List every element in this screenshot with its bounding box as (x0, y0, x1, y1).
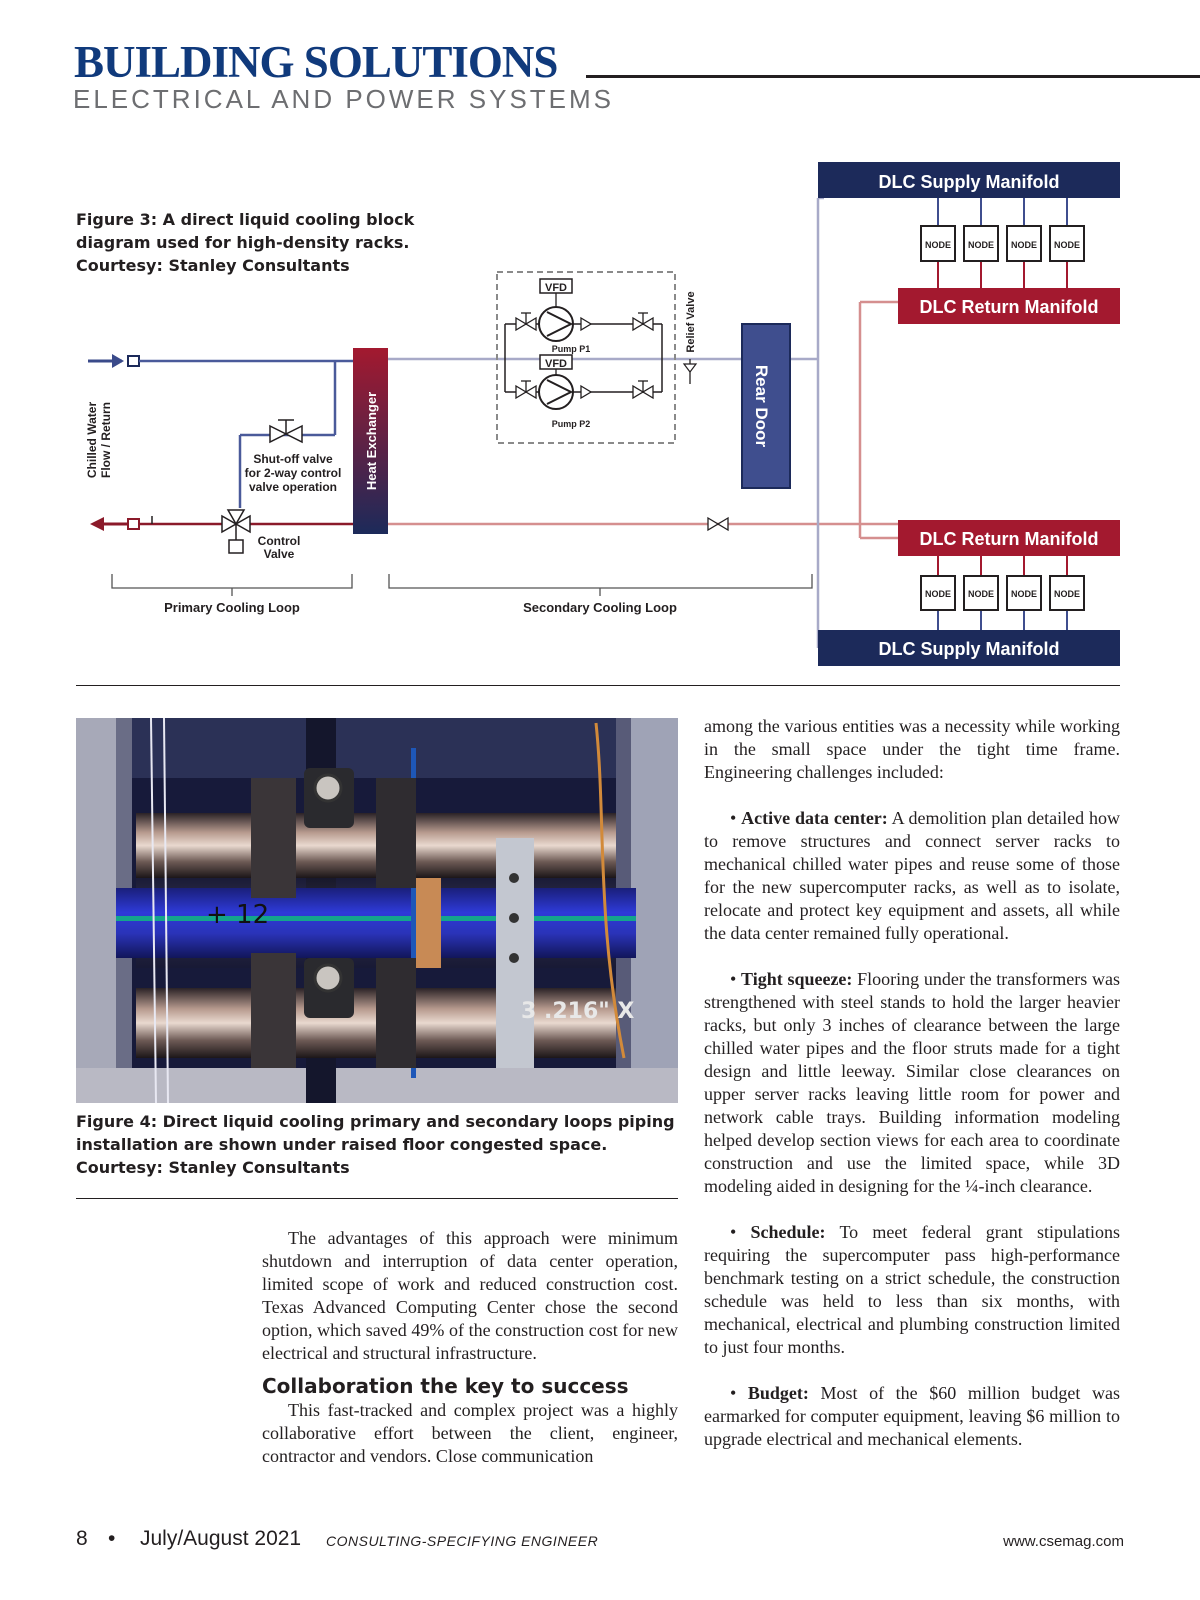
node-label: NODE (967, 240, 995, 250)
heat-exchanger-label: Heat Exchanger (364, 391, 379, 491)
chilled-water-label-2: Flow / Return (99, 402, 113, 478)
issue-date: July/August 2021 (140, 1527, 302, 1550)
bullet-tight-squeeze: • Tight squeeze: Flooring under the transformers was strengthened with steel stands to hold the larger heavier racks, but only 3 inches of clearance between the large chilled water pipes and the floor struts made for a tight design and little leeway. Similar close clearances on upper server racks leaving little room for power and network cable trays. Building information modeling helped develop section views for each area to coordinate construction and use the limited space, while 3D modeling aided in designing for the ¼-inch clearance. (704, 969, 1120, 1196)
bullet-title: Schedule: (750, 1222, 826, 1242)
bullet-text: Most of the $60 million budget was earmarked for computer equipment, leaving $6 million to upgrade electrical and mechanical elements. (704, 1383, 1120, 1449)
supply-manifold-bottom-label: DLC Supply Manifold (878, 639, 1060, 659)
relief-valve-icon (684, 359, 696, 384)
bullet-title: Budget: (747, 1383, 809, 1403)
paragraph-collaboration: This fast-tracked and complex project was a highly collaborative effort between the client, engineer, contractor and vendors. Close communication (262, 1400, 678, 1466)
figure-4-photo (76, 718, 678, 1103)
node-label: NODE (1010, 589, 1038, 599)
figure-4-caption: Figure 4: Direct liquid cooling primary and secondary loops piping installation are shown under raised floor congested space. Courtesy: Stanley Consultants (76, 1112, 675, 1177)
pump-skid-box (497, 272, 675, 443)
footer-separator: • (108, 1527, 116, 1550)
primary-loop-label: Primary Cooling Loop (164, 600, 300, 615)
bullet-text: To meet federal grant stipulations requiring the supercomputer pass high-performance benchmark testing on a strict schedule, the construction schedule was held to less than six months, with mechanical, electrical and plumbing construction limited to just four months. (704, 1222, 1120, 1357)
return-manifold-top-label: DLC Return Manifold (919, 297, 1099, 317)
chilled-water-label-1: Chilled Water (85, 401, 99, 479)
secondary-loop-label: Secondary Cooling Loop (523, 600, 677, 615)
pump-p1-icon (539, 307, 573, 341)
figure-3-caption: Figure 3: A direct liquid cooling block diagram used for high-density racks. Courtesy: Stanley Consultants (76, 210, 415, 275)
bullet-title: Tight squeeze: (741, 969, 853, 989)
bullet-text: A demolition plan detailed how to remove structures and connect server racks to mechanical chilled water pipes and reuse some of those for the new supercomputer racks, as well as to isolate, relocate and protect key equipment and assets, all while the data center remained fully operational. (704, 808, 1121, 943)
bullet-active-data-center: • Active data center: A demolition plan detailed how to remove structures and connect server racks to mechanical chilled water pipes and reuse some of those for the new supercomputer racks, as well as to isolate, relocate and protect key equipment and assets, all while the data center remained fully operational. (704, 808, 1121, 943)
paragraph-advantages: The advantages of this approach were minimum shutdown and interruption of data center operation, limited scope of work and reduced construction cost. Texas Advanced Computing Center chose the second option, which saved 49% of the construction cost for new electrical and structural infrastructure. (262, 1228, 678, 1363)
figure-3-rule (76, 685, 1120, 686)
page-number: 8 (76, 1527, 88, 1550)
magazine-name: CONSULTING-SPECIFYING ENGINEER (326, 1533, 599, 1549)
section-subtitle: ELECTRICAL AND POWER SYSTEMS (73, 84, 615, 114)
vfd-label-2: VFD (545, 358, 567, 370)
figure-4-rule (76, 1198, 678, 1199)
node-label: NODE (1010, 240, 1038, 250)
control-valve-label-2: Valve (263, 547, 295, 561)
bottom-node-connectors (938, 556, 1067, 630)
pump-p2-icon (539, 375, 573, 409)
shutoff-valve-icon (270, 420, 302, 442)
pump-p2-label: Pump P2 (551, 419, 591, 429)
control-valve-label-1: Control (257, 534, 301, 548)
pump-p1-label: Pump P1 (551, 344, 591, 354)
left-column (262, 1227, 678, 1468)
relief-valve-label: Relief Valve (685, 291, 697, 353)
supply-manifold-top-label: DLC Supply Manifold (878, 172, 1060, 192)
node-label: NODE (1053, 589, 1081, 599)
top-node-connectors (938, 198, 1067, 288)
bullet-title: Active data center: (741, 808, 888, 828)
bullet-schedule: • Schedule: To meet federal grant stipulations requiring the supercomputer pass high-performance benchmark testing on a strict schedule, the construction schedule was held to less than six months, with mechanical, electrical and plumbing construction limited to just four months. (704, 1222, 1120, 1357)
pump-p2-branch (505, 381, 662, 398)
node-label: NODE (924, 589, 952, 599)
bullet-text: Flooring under the transformers was strengthened with steel stands to hold the larger heavier racks, but only 3 inches of clearance between the large chilled water pipes and the floor struts made for a tight design and little leeway. Similar close clearances on upper server racks leaving little room for power and network cable trays. Building information modeling helped develop section views for each area to coordinate construction and use the limited space, while 3D modeling aided in designing for the ¼-inch clearance. (704, 969, 1120, 1196)
shutoff-label-3: valve operation (248, 480, 338, 494)
photo-marking-2: 3 .216" X (521, 999, 635, 1024)
control-valve-icon (222, 510, 250, 553)
node-label: NODE (967, 589, 995, 599)
right-column (704, 715, 1120, 1451)
header-rule (586, 75, 1200, 78)
shutoff-label-2: for 2-way control (244, 466, 342, 480)
pump-p1-branch (505, 313, 662, 330)
rear-door-label: Rear Door (752, 364, 771, 448)
photo-marking-1: + 12 (206, 900, 270, 930)
section-title: BUILDING SOLUTIONS (74, 37, 558, 87)
website-url: www.csemag.com (1003, 1533, 1124, 1550)
secondary-loop-bracket (389, 574, 812, 596)
node-label: NODE (924, 240, 952, 250)
return-valve-icon (708, 518, 728, 530)
piping-photo-illustration (76, 718, 678, 1103)
vfd-label-1: VFD (545, 282, 567, 294)
return-trunk-line (860, 302, 898, 538)
primary-loop-bracket (112, 574, 352, 596)
supply-trunk-line (818, 198, 824, 648)
shutoff-label-1: Shut-off valve (253, 452, 333, 466)
node-label: NODE (1053, 240, 1081, 250)
bullet-budget: • Budget: Most of the $60 million budget was earmarked for computer equipment, leaving $6 million to upgrade electrical and mechanical elements. (704, 1383, 1120, 1449)
page-footer (76, 1527, 1124, 1557)
paragraph-continuation: among the various entities was a necessity while working in the small space under the tight time frame. Engineering challenges included: (704, 716, 1120, 782)
return-manifold-bottom-label: DLC Return Manifold (919, 529, 1099, 549)
section-heading-collaboration: Collaboration the key to success (262, 1374, 629, 1398)
